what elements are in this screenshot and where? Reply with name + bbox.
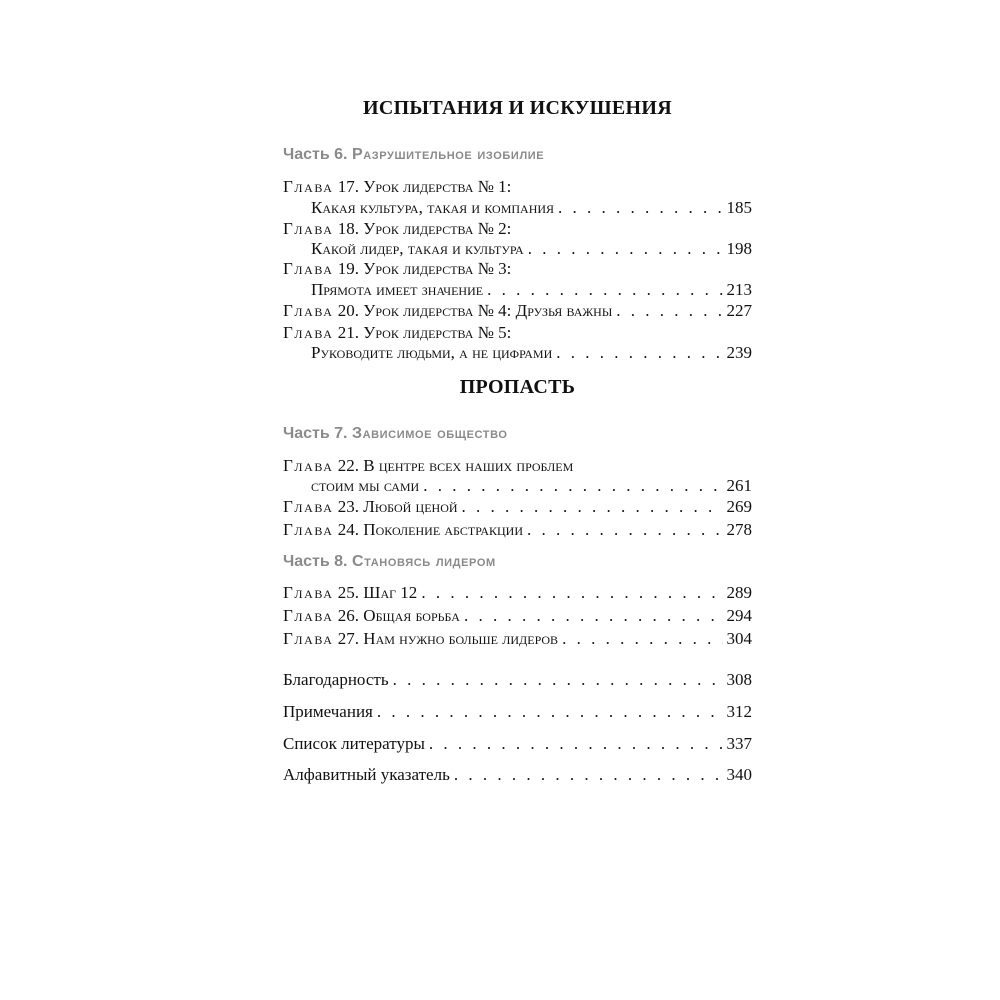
chapter-title: Руководите людьми, а не цифрами [311, 343, 553, 362]
page-number: 289 [726, 583, 752, 602]
dot-leader [377, 701, 723, 723]
toc-entry-line[interactable] [311, 238, 752, 260]
back-matter-entry[interactable] [283, 764, 752, 786]
dot-leader [462, 496, 723, 518]
chapter-title: В центре всех наших проблем [363, 456, 574, 475]
chapter-number: 21. [337, 323, 360, 342]
toc-entry-line[interactable] [283, 605, 752, 627]
page-number: 269 [726, 497, 752, 516]
part-name: Становясь лидером [351, 553, 496, 570]
page-number: 261 [726, 476, 752, 495]
dot-leader [454, 764, 723, 786]
dot-leader [421, 582, 722, 604]
part-name: Разрушительное изобилие [351, 146, 545, 163]
chapter-word: Глава [283, 583, 334, 602]
chapter-number: 27. [337, 629, 360, 648]
chapter-word: Глава [283, 323, 334, 342]
toc-entry-line[interactable] [311, 279, 752, 301]
toc-entry-line[interactable] [283, 455, 752, 477]
chapter-title: Общая борьба [363, 606, 460, 625]
chapter-number: 19. [337, 259, 360, 278]
dot-leader [527, 519, 722, 541]
chapter-number: 26. [337, 606, 360, 625]
chapter-word: Глава [283, 177, 334, 196]
chapter-title: стоим мы сами [311, 476, 420, 495]
back-matter-title: Примечания [283, 702, 373, 721]
toc-entry-line[interactable] [283, 582, 752, 604]
chapter-title: Какая культура, такая и компания [311, 198, 555, 217]
back-matter-entry[interactable] [283, 701, 752, 723]
chapter-word: Глава [283, 456, 334, 475]
dot-leader [556, 342, 722, 364]
page-number: 337 [726, 734, 752, 753]
page-number: 294 [726, 606, 752, 625]
chapter-word: Глава [283, 606, 334, 625]
chapter-number: 20. [337, 301, 360, 320]
back-matter-title: Благодарность [283, 670, 389, 689]
page-number: 278 [726, 520, 752, 539]
page-number: 213 [726, 280, 752, 299]
chapter-number: 17. [337, 177, 360, 196]
dot-leader [423, 475, 722, 497]
chapter-word: Глава [283, 219, 334, 238]
chapter-title: Шаг 12 [363, 583, 418, 602]
chapter-title: Урок лидерства № 5: [363, 323, 512, 342]
dot-leader [616, 300, 722, 322]
dot-leader [487, 279, 722, 301]
chapter-number: 22. [337, 456, 360, 475]
part-label: Часть 7. [283, 425, 348, 442]
chapter-title: Какой лидер, такая и культура [311, 239, 524, 258]
chapter-title: Урок лидерства № 1: [363, 177, 512, 196]
part-label: Часть 8. [283, 553, 348, 570]
toc-entry-line[interactable] [311, 197, 752, 219]
page-number: 308 [726, 670, 752, 689]
back-matter-entry[interactable] [283, 733, 752, 755]
back-matter-entry[interactable] [283, 669, 752, 691]
page-number: 198 [726, 239, 752, 258]
chapter-word: Глава [283, 629, 334, 648]
toc-entry-line[interactable] [283, 258, 752, 280]
chapter-title: Нам нужно больше лидеров [363, 629, 559, 648]
toc-entry-line[interactable] [311, 342, 752, 364]
dot-leader [558, 197, 722, 219]
chapter-word: Глава [283, 301, 334, 320]
chapter-number: 18. [337, 219, 360, 238]
dot-leader [464, 605, 723, 627]
chapter-title: Урок лидерства № 4: Друзья важны [363, 301, 613, 320]
chapter-word: Глава [283, 520, 334, 539]
toc-entry-line[interactable] [283, 322, 752, 344]
page-number: 227 [726, 301, 752, 320]
part-heading [283, 424, 508, 444]
page-number: 340 [726, 765, 752, 784]
toc-entry-line[interactable] [283, 519, 752, 541]
chapter-title: Урок лидерства № 3: [363, 259, 512, 278]
chapter-number: 24. [337, 520, 360, 539]
toc-entry-line[interactable] [283, 218, 752, 240]
section-title: ПРОПАСТЬ [459, 376, 576, 398]
dot-leader [562, 628, 722, 650]
page-number: 185 [726, 198, 752, 217]
toc-entry-line[interactable] [283, 300, 752, 322]
chapter-title: Поколение абстракции [363, 520, 524, 539]
page-number: 312 [726, 702, 752, 721]
toc-entry-line[interactable] [283, 496, 752, 518]
chapter-title: Урок лидерства № 2: [363, 219, 512, 238]
chapter-title: Прямота имеет значение [311, 280, 484, 299]
toc-entry-line[interactable] [311, 475, 752, 497]
section-title: ИСПЫТАНИЯ И ИСКУШЕНИЯ [362, 97, 673, 119]
dot-leader [393, 669, 723, 691]
chapter-number: 23. [337, 497, 360, 516]
chapter-title: Любой ценой [363, 497, 458, 516]
chapter-word: Глава [283, 259, 334, 278]
part-label: Часть 6. [283, 146, 348, 163]
back-matter-title: Список литературы [283, 734, 425, 753]
page-number: 304 [726, 629, 752, 648]
chapter-number: 25. [337, 583, 360, 602]
toc-entry-line[interactable] [283, 176, 752, 198]
dot-leader [528, 238, 723, 260]
dot-leader [429, 733, 723, 755]
part-heading [283, 145, 544, 165]
part-name: Зависимое общество [351, 425, 508, 442]
part-heading [283, 552, 496, 572]
page-number: 239 [726, 343, 752, 362]
back-matter-title: Алфавитный указатель [283, 765, 450, 784]
toc-entry-line[interactable] [283, 628, 752, 650]
chapter-word: Глава [283, 497, 334, 516]
